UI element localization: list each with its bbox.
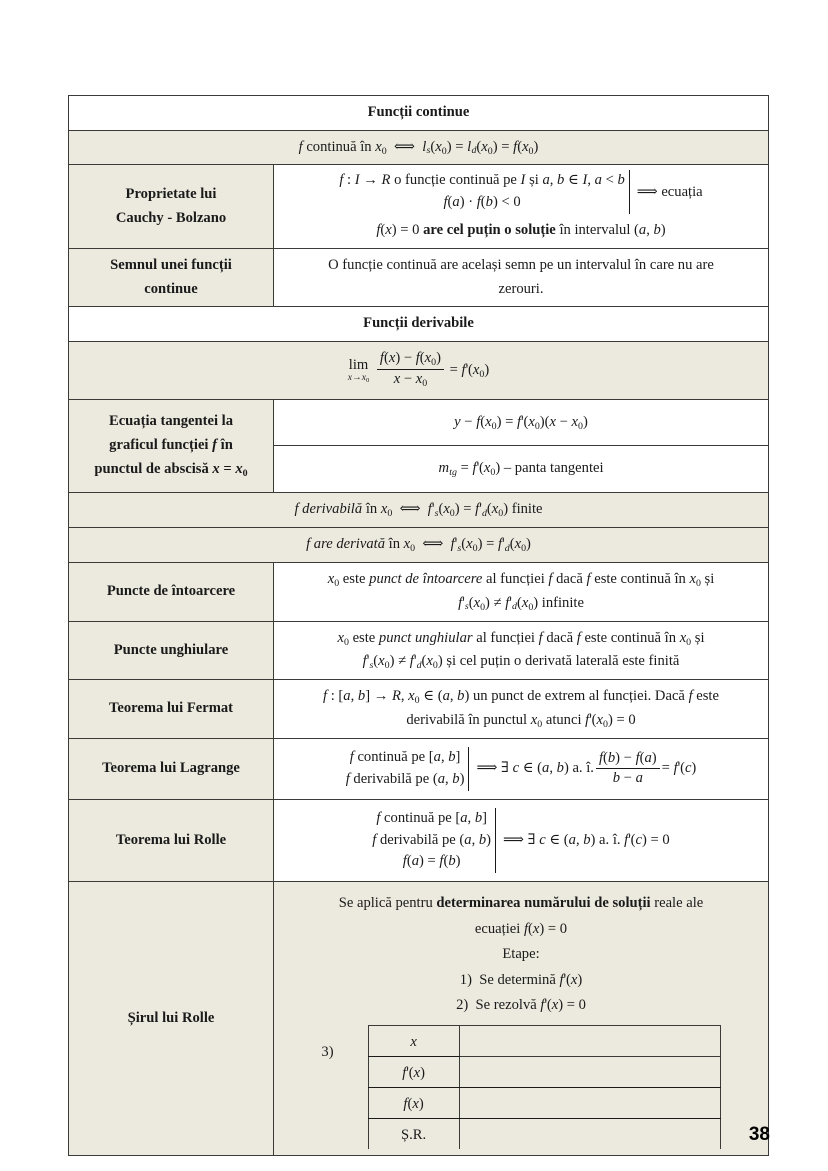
sirul-lui-rolle-content — [274, 882, 769, 1156]
unghiulare-line2: $f'_s(x_0) \ne f'_d(x_0)$ și cel puțin o derivată laterală este finită — [362, 653, 680, 672]
sirul-line3: Etape: — [502, 946, 540, 963]
tangent-equation-1: $y - f(x_0) = f'(x_0)(x - x_0)$ — [274, 399, 769, 446]
table-row — [69, 96, 769, 131]
cauchy-conclusion-bold: are cel puțin o soluție — [423, 222, 556, 239]
sirul-line1-bold: determinarea numărului de soluții — [436, 895, 651, 912]
table-row — [69, 399, 769, 446]
rolle-sign-row — [368, 1087, 720, 1118]
rolle-sign-key-fprime: f'(x) — [368, 1056, 459, 1087]
rolle-sign-value-sr — [459, 1118, 720, 1149]
rolle-sign-key-sr: Ș.R. — [368, 1118, 459, 1149]
puncte-de-intoarcere-text — [274, 562, 769, 621]
limit-op-text: lim — [348, 356, 369, 373]
row-label-puncte-unghiulare: Puncte unghiulare — [69, 621, 274, 680]
rolle-sign-row — [368, 1056, 720, 1087]
derivative-limit-equals: = $f'(x_0)$ — [449, 361, 490, 380]
table-row — [69, 165, 769, 248]
sirul-line2: ecuației f(x) = 0 — [474, 920, 568, 937]
table-row — [69, 738, 769, 799]
brace-bar-icon — [468, 747, 469, 791]
rolle-sign-key-f: f(x) — [368, 1087, 459, 1118]
intoarcere-emphasis: punct de întoarcere — [369, 570, 483, 587]
rolle-sign-row — [368, 1118, 720, 1149]
lagrange-conclusion: ⟹ ∃ c ∈ (a, b) a. î. $\frac{f(b) - f(a)}{b - a}$ = f'(c) — [476, 750, 697, 786]
rolle-sign-value-f — [459, 1087, 720, 1118]
section-header-functii-derivabile: Funcții derivabile — [69, 307, 769, 342]
semn-label-line2: continue — [144, 280, 198, 297]
row-label-cauchy-bolzano — [69, 165, 274, 248]
semnul-functii-continue-text — [274, 248, 769, 306]
difference-quotient-fraction — [377, 350, 444, 389]
sirul-step-3-number: 3) — [321, 1043, 334, 1060]
intoarcere-line2: $f'_s(x_0) \ne f'_d(x_0)$ infinite — [458, 594, 584, 613]
puncte-unghiulare-text — [274, 621, 769, 680]
tangent-label-line1: Ecuația tangentei la — [108, 413, 234, 430]
table-row — [69, 248, 769, 306]
semn-text-line2: zerouri. — [498, 280, 544, 297]
table-row — [69, 307, 769, 342]
cauchy-hyp-line2: f(a) · f(b) < 0 — [443, 194, 521, 211]
teorema-lagrange-statement — [274, 738, 769, 799]
derivative-limit-cell — [69, 341, 769, 399]
rolle-hyp3: f(a) = f(b) — [402, 853, 461, 870]
tangent-equation-2: $m_{tg} = f'(x_0)$ – panta tangentei — [274, 446, 769, 493]
rolle-hyp1: f continuă pe [a, b] — [376, 809, 487, 826]
lagrange-fraction: $\frac{f(b) - f(a)}{b - a}$ — [596, 750, 660, 786]
rolle-brace-group — [372, 808, 669, 874]
row-label-teorema-fermat: Teorema lui Fermat — [69, 680, 274, 739]
rolle-sign-value-x — [459, 1025, 720, 1056]
table-row — [69, 621, 769, 680]
formula-reference-table — [68, 95, 769, 1156]
lagrange-brace-group — [346, 747, 697, 791]
cauchy-bolzano-statement — [274, 165, 769, 248]
continuity-definition-formula: f continuă în $x_0$ ⟺ $l_s(x_0) = l_d(x_0) = f(x_0)$ — [298, 138, 539, 157]
fermat-line1: f : [a, b] → R, $x_0$ ∈ (a, b) un punct de extrem al funcției. Dacă f este — [323, 688, 719, 706]
fraction-numerator: $f(x) - f(x_0)$ — [379, 350, 441, 368]
table-row — [69, 130, 769, 165]
cauchy-label-line1: Proprietate lui — [125, 186, 217, 203]
table-row — [69, 799, 769, 882]
row-label-sirul-lui-rolle: Șirul lui Rolle — [69, 882, 274, 1156]
sirul-step-3 — [280, 1019, 762, 1149]
limit-operator — [348, 358, 369, 385]
cauchy-label-line2: Cauchy - Bolzano — [115, 209, 227, 226]
unghiulare-emphasis: punct unghiular — [378, 629, 473, 646]
row-label-semnul-functii-continue — [69, 248, 274, 306]
brace-bar-icon — [495, 808, 496, 874]
rolle-conclusion: ⟹ ∃ c ∈ (a, b) a. î. f'(c) = 0 — [503, 831, 670, 848]
rolle-sign-value-fprime — [459, 1056, 720, 1087]
teorema-rolle-statement — [274, 799, 769, 882]
cauchy-conclusion: f(x) = 0 are cel puțin o soluție în intervalul (a, b) — [376, 222, 666, 239]
table-row — [69, 341, 769, 399]
tangent-label-line2: graficul funcției f în — [109, 436, 233, 453]
tangent-label-line3: punctul de abscisă $x = x_0$ — [94, 460, 248, 479]
semn-text-line1: O funcție continuă are același semn pe un intervalul în care nu are — [328, 256, 714, 273]
table-row — [69, 680, 769, 739]
page-number: 38 — [748, 1124, 770, 1145]
semn-label-line1: Semnul unei funcții — [110, 256, 232, 273]
table-row — [69, 562, 769, 621]
brace-bar-icon — [629, 170, 630, 214]
row-label-ecuatia-tangentei — [69, 399, 274, 493]
cauchy-hyp-line1: f : I → R o funcție continuă pe I și a, b ∈ I, a < b — [339, 172, 625, 189]
rolle-hyp2: f derivabilă pe (a, b) — [372, 831, 492, 848]
sirul-step-2: 2) Se rezolvă f'(x) = 0 — [456, 997, 586, 1014]
sirul-step-1: 1) Se determină f'(x) — [459, 971, 583, 988]
row-label-teorema-lagrange: Teorema lui Lagrange — [69, 738, 274, 799]
rolle-sign-key-x: x — [368, 1025, 459, 1056]
rolle-sign-row — [368, 1025, 720, 1056]
cauchy-implies: ⟹ ecuația — [636, 183, 703, 200]
fraction-denominator: $x - x_0$ — [377, 369, 444, 389]
are-derivata-definition-cell: f are derivată în $x_0$ ⟺ $f'_s(x_0) = f'_d(x_0)$ — [69, 528, 769, 563]
table-row — [69, 493, 769, 528]
row-label-teorema-rolle: Teorema lui Rolle — [69, 799, 274, 882]
lagrange-hyp1: f continuă pe [a, b] — [349, 748, 461, 765]
lagrange-hyp2: f derivabilă pe (a, b) — [345, 770, 465, 787]
table-row — [69, 528, 769, 563]
derivabila-definition-cell: f derivabilă în $x_0$ ⟺ $f'_s(x_0) = f'_d(x_0)$ finite — [69, 493, 769, 528]
rolle-sign-table — [368, 1025, 721, 1149]
fermat-line2: derivabilă în punctul $x_0$ atunci $f'(x_0) = 0$ — [406, 712, 636, 730]
limit-op-subscript: $x\to x_0$ — [347, 372, 370, 385]
table-row — [69, 882, 769, 1156]
section-header-functii-continue: Funcții continue — [69, 96, 769, 131]
teorema-fermat-text — [274, 680, 769, 739]
sirul-line1: Se aplică pentru determinarea numărului de soluții reale ale — [338, 895, 704, 912]
unghiulare-line1: $x_0$ este punct unghiular al funcției f dacă f este continuă în $x_0$ și — [337, 629, 705, 648]
cauchy-hypothesis-group — [339, 170, 702, 214]
continuity-definition-cell — [69, 130, 769, 165]
row-label-puncte-de-intoarcere: Puncte de întoarcere — [69, 562, 274, 621]
intoarcere-line1: $x_0$ este punct de întoarcere al funcției f dacă f este continuă în $x_0$ și — [327, 570, 715, 589]
